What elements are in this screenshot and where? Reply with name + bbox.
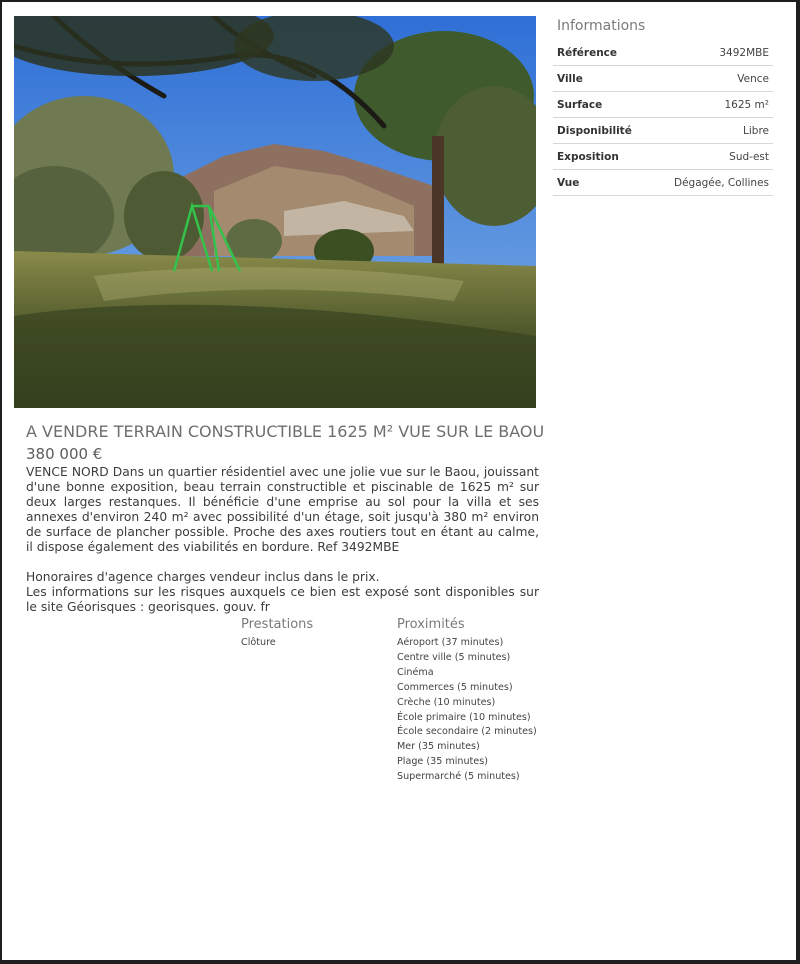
- info-value: Sud-est: [729, 150, 769, 163]
- informations-panel: [553, 18, 773, 196]
- info-key: Ville: [557, 72, 583, 85]
- info-value: Dégagée, Collines: [674, 176, 769, 189]
- proximite-item: Aéroport (37 minutes): [397, 637, 504, 648]
- prestations-title: Prestations: [241, 617, 314, 632]
- proximites-section: [397, 617, 537, 785]
- listing-description: VENCE NORD Dans un quartier résidentiel avec une jolie vue sur le Baou, jouissant d'une bonne exposition, beau terrain constructible et piscinable de 1625 m² sur deux larges restanques. Il bénéficie d'une emprise au sol pour la villa et ses annexes d'environ 240 m² avec possibilité d'un étage, soit jusqu'à 380 m² environ de surface de plancher possible. Proche des axes routiers tout en étant au calme, il dispose également des viabilités en bordure. Ref 3492MBE: [26, 465, 539, 554]
- page-frame: [2, 2, 796, 960]
- info-row-exposition: [553, 144, 773, 170]
- proximite-item: Cinéma: [397, 666, 434, 678]
- info-row-disponibilite: [553, 118, 773, 144]
- proximite-item: Centre ville (5 minutes): [397, 651, 511, 663]
- info-row-ville: [553, 66, 773, 92]
- info-key: Exposition: [557, 150, 619, 163]
- proximite-item: Commerces (5 minutes): [397, 681, 513, 693]
- proximite-item: Supermarché (5 minutes): [397, 771, 520, 783]
- prestations-section: [241, 617, 313, 651]
- prestation-item: Clôture: [241, 637, 276, 648]
- info-value: 3492MBE: [719, 46, 769, 59]
- informations-title: Informations: [557, 18, 646, 34]
- proximite-item: Crèche (10 minutes): [397, 696, 496, 708]
- info-value: 1625 m²: [724, 98, 769, 111]
- listing-risks: Les informations sur les risques auxquels ce bien est exposé sont disponibles sur le site Géorisques : georisques. gouv. fr: [26, 585, 539, 614]
- info-key: Vue: [557, 176, 580, 189]
- listing-title: A VENDRE TERRAIN CONSTRUCTIBLE 1625 M² VUE SUR LE BAOU: [26, 422, 545, 441]
- listing-description-block: [26, 465, 539, 615]
- proximite-item: Plage (35 minutes): [397, 756, 488, 768]
- property-photo[interactable]: [14, 16, 536, 408]
- listing-fees: Honoraires d'agence charges vendeur inclus dans le prix.: [26, 570, 380, 584]
- proximites-title: Proximités: [397, 617, 465, 632]
- info-row-vue: [553, 170, 773, 196]
- listing-price: 380 000 €: [26, 445, 103, 463]
- info-row-reference: [553, 40, 773, 66]
- info-key: Disponibilité: [557, 124, 632, 137]
- proximite-item: École primaire (10 minutes): [397, 711, 531, 723]
- info-row-surface: [553, 92, 773, 118]
- info-key: Référence: [557, 46, 618, 59]
- info-key: Surface: [557, 98, 603, 111]
- listing-main: [26, 422, 545, 615]
- proximite-item: École secondaire (2 minutes): [397, 726, 537, 738]
- proximite-item: Mer (35 minutes): [397, 741, 480, 753]
- info-value: Libre: [743, 124, 769, 137]
- info-value: Vence: [737, 72, 769, 85]
